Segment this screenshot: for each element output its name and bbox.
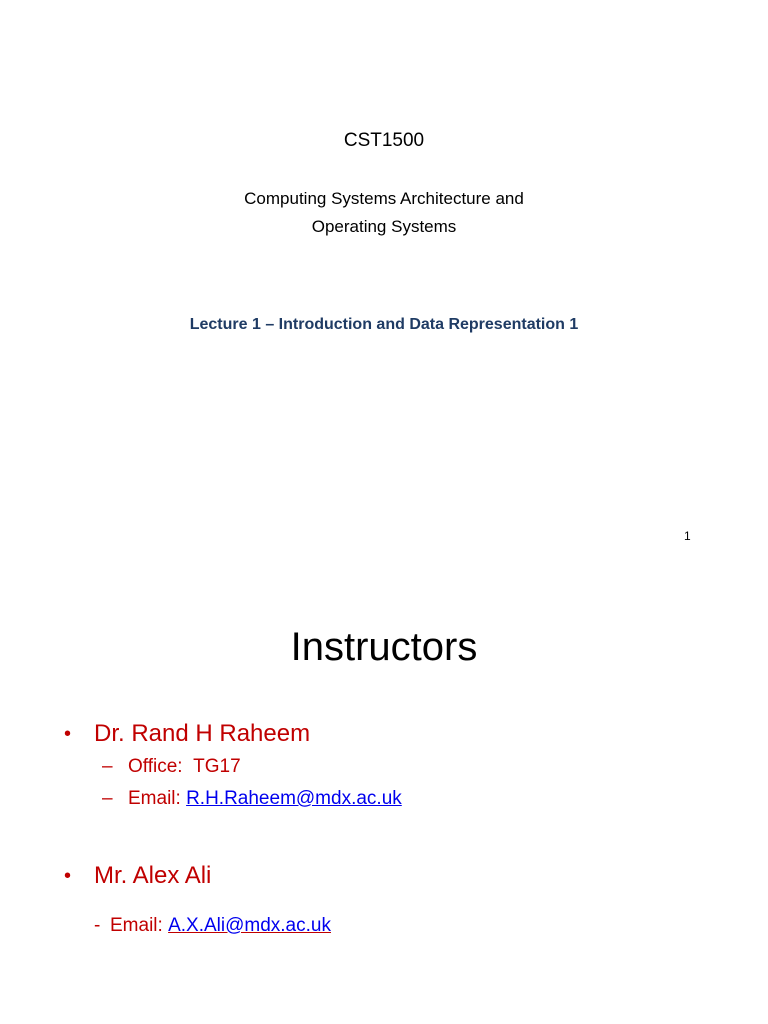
instructor-1-name-text: Dr. Rand H Raheem	[94, 720, 311, 747]
instructor-1-email	[102, 787, 402, 811]
instructor-1-name	[64, 719, 310, 749]
instructors-slide	[0, 560, 768, 1024]
slide-heading: Instructors	[290, 625, 478, 669]
dash-icon: –	[102, 756, 113, 777]
email-label: Email:	[110, 915, 163, 936]
dash-icon: -	[94, 915, 101, 936]
course-code: CST1500	[343, 130, 425, 151]
lecture-title: Lecture 1 – Introduction and Data Representation 1	[189, 316, 579, 333]
instructor-2-email	[94, 914, 331, 938]
page-number: 1	[684, 529, 691, 543]
course-title	[0, 185, 768, 241]
instructor-1-office	[102, 755, 241, 779]
course-title-line-2: Operating Systems	[311, 217, 457, 236]
course-title-line-1: Computing Systems Architecture and	[244, 189, 524, 208]
email-link-ali[interactable]: A.X.Ali@mdx.ac.uk	[168, 915, 331, 936]
email-label: Email:	[128, 788, 181, 809]
email-link-raheem[interactable]: R.H.Raheem@mdx.ac.uk	[186, 788, 402, 809]
office-value: TG17	[193, 756, 241, 777]
instructor-2-name-text: Mr. Alex Ali	[94, 862, 212, 889]
bullet-icon: •	[64, 865, 72, 887]
bullet-icon: •	[64, 723, 72, 745]
instructor-2-name	[64, 861, 211, 891]
office-label: Office:	[128, 756, 183, 777]
dash-icon: –	[102, 788, 113, 809]
